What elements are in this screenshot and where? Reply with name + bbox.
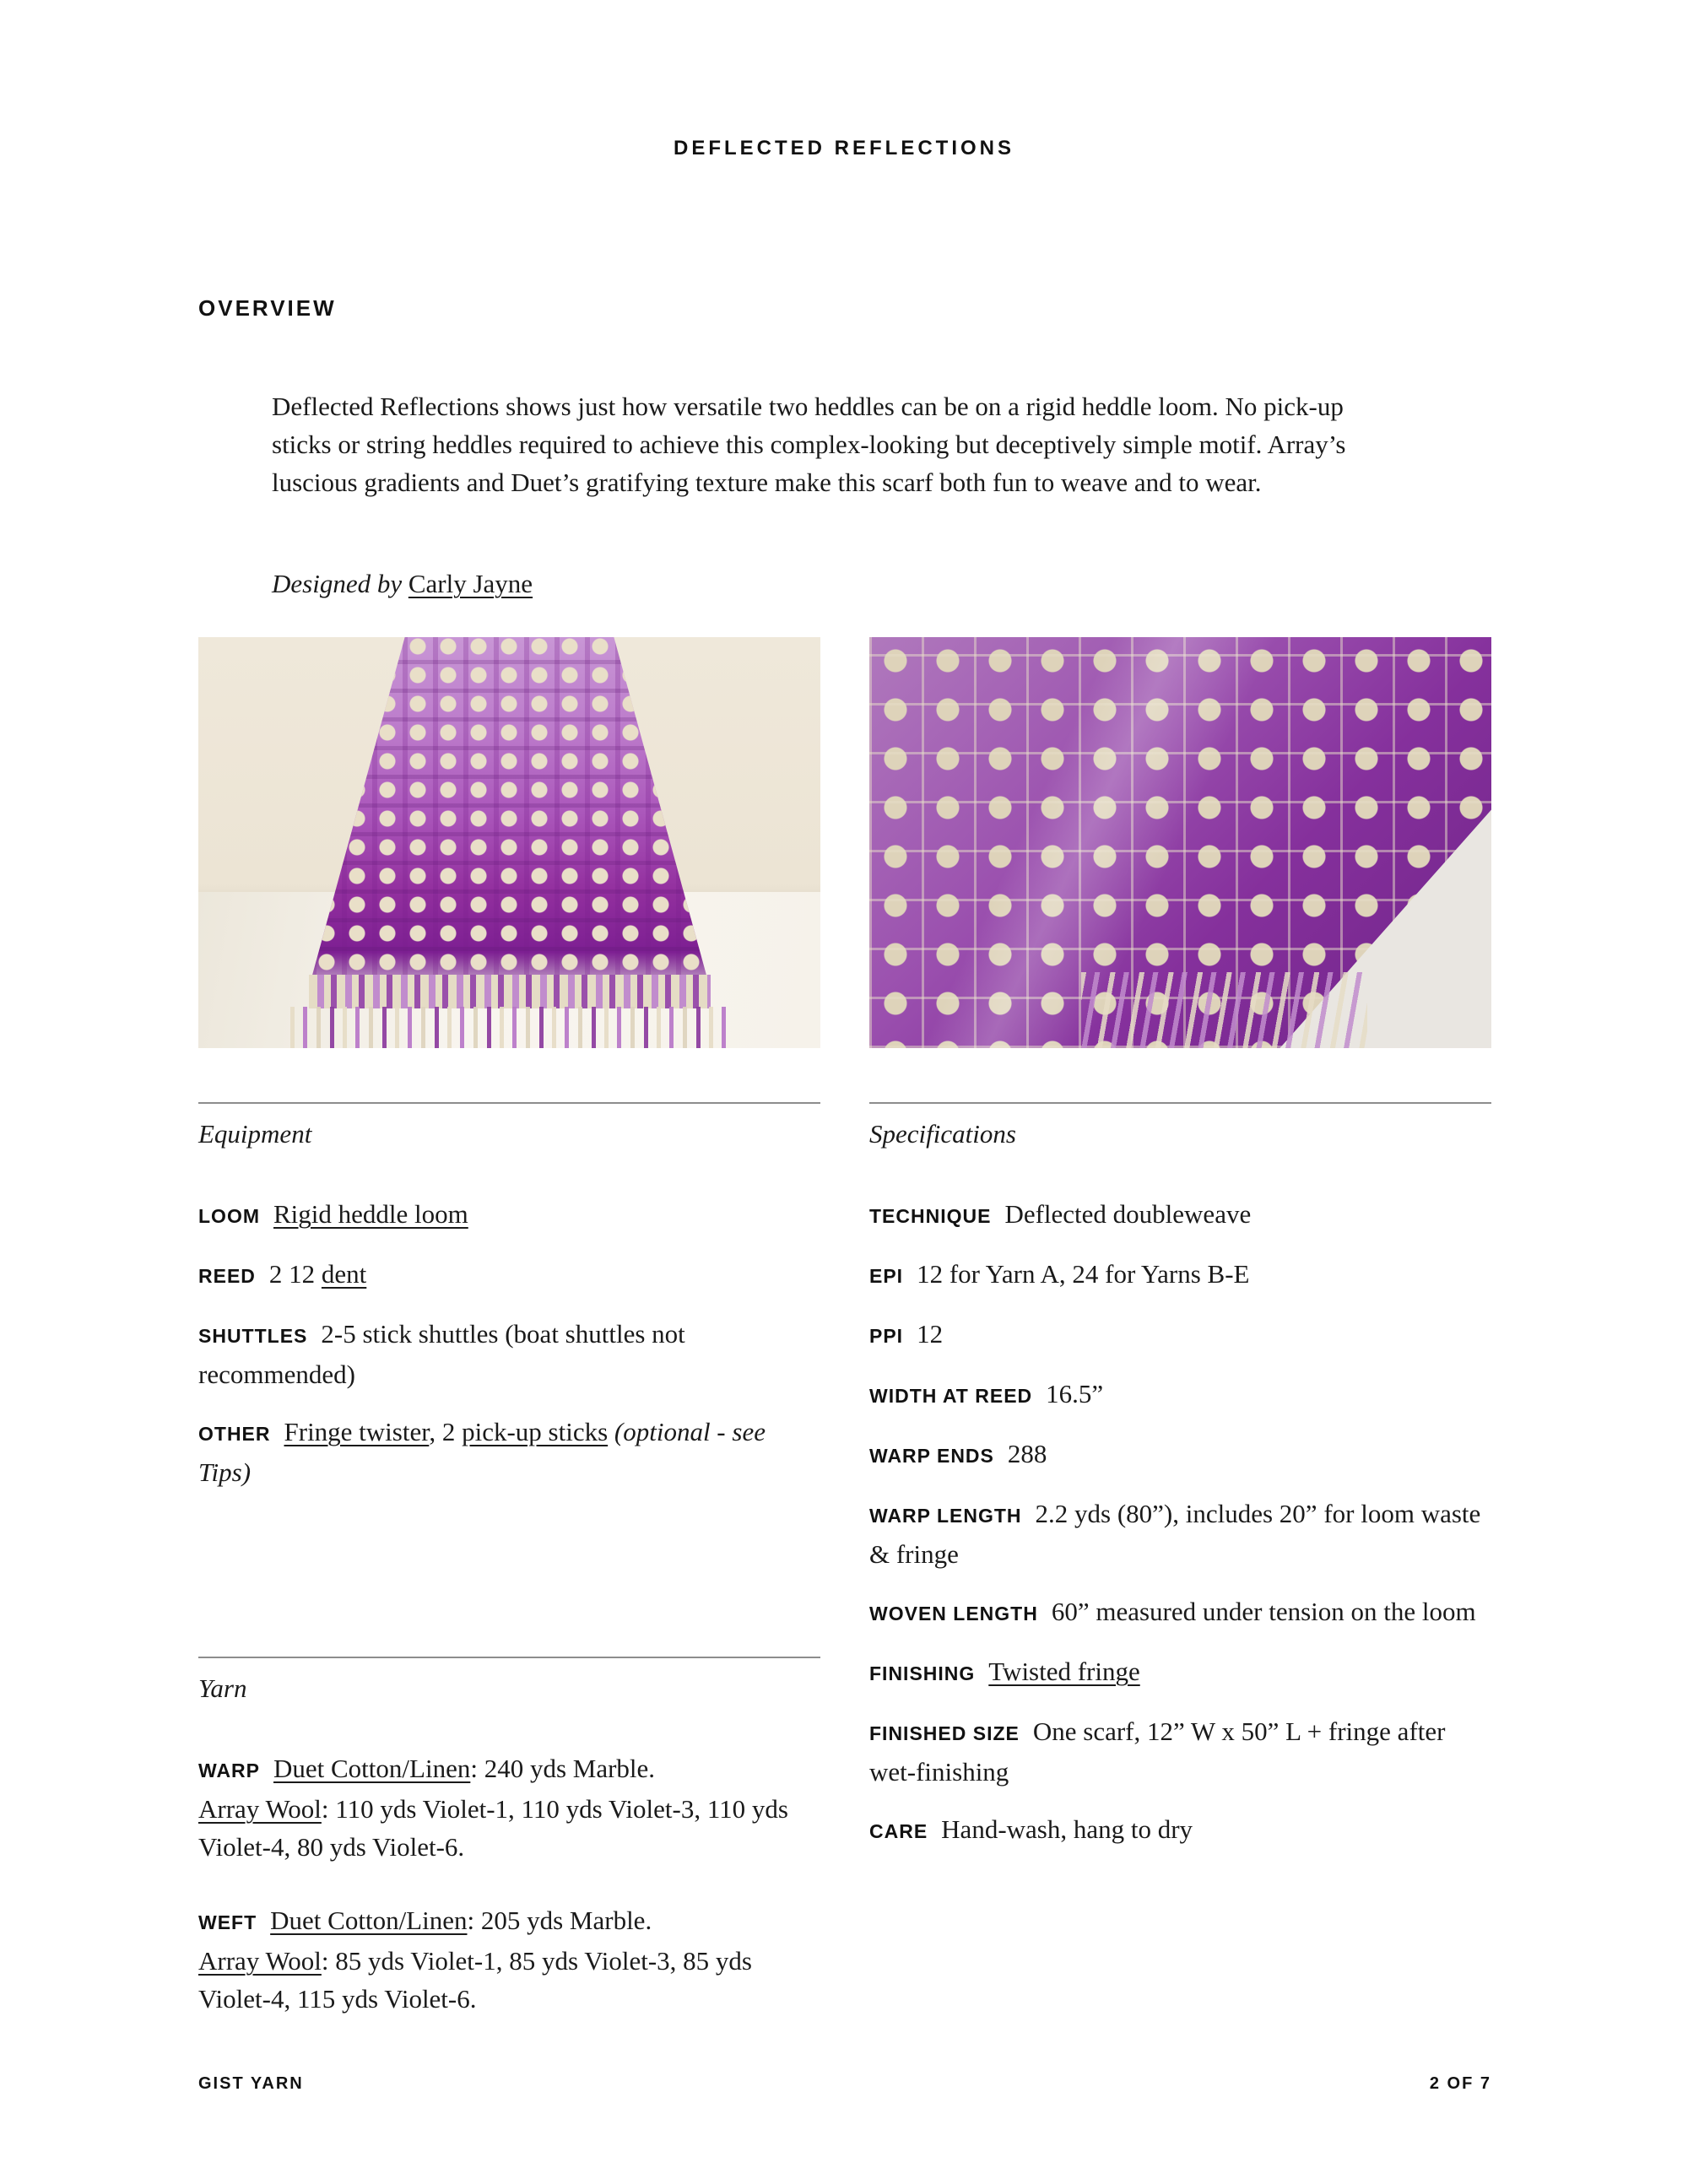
- row-label: WARP LENGTH: [869, 1505, 1022, 1527]
- row-label: WARP: [198, 1760, 260, 1781]
- row-label: WEFT: [198, 1911, 257, 1933]
- inline-link[interactable]: dent: [321, 1259, 367, 1289]
- row-label: FINISHED SIZE: [869, 1722, 1020, 1744]
- row-label: WARP ENDS: [869, 1445, 994, 1467]
- row-value: [198, 1754, 788, 1862]
- yarn-heading: Yarn: [198, 1673, 247, 1703]
- equipment-heading: Equipment: [198, 1119, 312, 1149]
- equipment-rows: [198, 1195, 820, 1491]
- detail-row: [869, 1495, 1491, 1573]
- value-text: 12: [917, 1319, 944, 1349]
- scarf-body: [311, 637, 708, 980]
- left-column: [198, 1102, 820, 2037]
- inline-link[interactable]: Duet Cotton/Linen: [270, 1906, 468, 1935]
- row-label: FINISHING: [869, 1662, 976, 1684]
- row-label: REED: [198, 1265, 256, 1287]
- overview-heading: OVERVIEW: [198, 295, 337, 321]
- inline-link[interactable]: Rigid heddle loom: [273, 1199, 468, 1229]
- overview-paragraph: Deflected Reflections shows just how versatile two heddles can be on a rigid heddle loom. No pick-up sticks or string heddles required to achieve this complex-looking but deceptively simple motif. Array’s luscious gradients and Duet’s gratifying texture make this scarf both fun to weave and to wear.: [272, 392, 1346, 497]
- inline-link[interactable]: Duet Cotton/Linen: [273, 1754, 471, 1783]
- detail-row: [869, 1435, 1491, 1475]
- inline-link[interactable]: Array Wool: [198, 1794, 322, 1824]
- italic-note: (optional - see Tips): [198, 1417, 766, 1487]
- row-value: [1008, 1439, 1047, 1468]
- row-value: [1004, 1199, 1251, 1229]
- row-value: [988, 1657, 1139, 1686]
- inline-link[interactable]: pick-up sticks: [462, 1417, 609, 1446]
- detail-row: [869, 1315, 1491, 1355]
- detail-row: [869, 1712, 1491, 1791]
- row-label: OTHER: [198, 1423, 271, 1445]
- scarf-fringe: [290, 1007, 729, 1048]
- row-label: CARE: [869, 1820, 928, 1842]
- value-text: , 2: [429, 1417, 463, 1446]
- right-column: [869, 1102, 1491, 1870]
- row-value: [1052, 1597, 1476, 1626]
- value-text: Hand-wash, hang to dry: [941, 1814, 1193, 1844]
- row-label: SHUTTLES: [198, 1325, 308, 1347]
- value-text: : 205 yds Marble.: [467, 1906, 652, 1935]
- value-text: 2-5 stick shuttles (boat shuttles not recommended): [198, 1319, 685, 1389]
- row-value: [941, 1814, 1193, 1844]
- inline-link[interactable]: Twisted fringe: [988, 1657, 1140, 1686]
- specifications-divider: [869, 1102, 1491, 1104]
- detail-row: [198, 1195, 820, 1235]
- detail-row: [869, 1652, 1491, 1693]
- designed-by-line: [272, 565, 533, 603]
- inline-link[interactable]: Fringe twister: [284, 1417, 430, 1446]
- value-text: : 240 yds Marble.: [470, 1754, 656, 1783]
- value-text: : 110 yds Violet-1, 110 yds Violet-3, 110 yds Violet-4, 80 yds Violet-6.: [198, 1794, 789, 1862]
- footer-page-number: 2 OF 7: [1429, 2074, 1491, 2093]
- detail-row: [869, 1255, 1491, 1295]
- row-value: [917, 1259, 1249, 1289]
- designed-by-prefix: Designed by: [272, 569, 403, 598]
- value-text: 2.2 yds (80”), includes 20” for loom waste & fringe: [869, 1499, 1481, 1569]
- page-title: DEFLECTED REFLECTIONS: [673, 137, 1014, 159]
- row-label: LOOM: [198, 1205, 260, 1227]
- yarn-rows: [198, 1749, 820, 2018]
- detail-row: [198, 1255, 820, 1295]
- value-text: 16.5”: [1046, 1379, 1104, 1408]
- detail-row: [869, 1195, 1491, 1235]
- row-value: [1046, 1379, 1103, 1408]
- designer-link[interactable]: Carly Jayne: [408, 569, 533, 598]
- row-value: [198, 1906, 752, 2014]
- detail-row: [198, 1413, 820, 1491]
- specification-rows: [869, 1195, 1491, 1851]
- detail-row: [869, 1810, 1491, 1851]
- value-text: Deflected doubleweave: [1004, 1199, 1252, 1229]
- row-label: WOVEN LENGTH: [869, 1603, 1038, 1624]
- value-text: 2 12: [268, 1259, 322, 1289]
- row-label: EPI: [869, 1265, 904, 1287]
- specifications-heading: Specifications: [869, 1119, 1016, 1149]
- closeup-fringe: [1081, 972, 1367, 1048]
- row-value: [269, 1259, 366, 1289]
- detail-row: [198, 1315, 820, 1393]
- photo-scarf-closeup: [869, 637, 1491, 1048]
- row-value: [198, 1417, 766, 1487]
- value-text: One scarf, 12” W x 50” L + fringe after wet-finishing: [869, 1716, 1446, 1787]
- row-value: [273, 1199, 468, 1229]
- detail-row: [869, 1375, 1491, 1415]
- detail-row: [198, 1749, 820, 1866]
- row-label: TECHNIQUE: [869, 1205, 992, 1227]
- row-label: PPI: [869, 1325, 904, 1347]
- row-label: WIDTH AT REED: [869, 1385, 1033, 1407]
- inline-link[interactable]: Array Wool: [198, 1946, 322, 1976]
- value-text: 288: [1007, 1439, 1047, 1468]
- equipment-divider: [198, 1102, 820, 1104]
- value-text: [608, 1417, 614, 1446]
- row-value: [917, 1319, 943, 1349]
- photo-scarf-standing: [198, 637, 820, 1048]
- scarf-hem: [309, 975, 711, 1008]
- value-text: 12 for Yarn A, 24 for Yarns B-E: [917, 1259, 1250, 1289]
- value-text: : 85 yds Violet-1, 85 yds Violet-3, 85 yds Violet-4, 115 yds Violet-6.: [198, 1946, 752, 2014]
- value-text: 60” measured under tension on the loom: [1051, 1597, 1476, 1626]
- footer-brand: GIST YARN: [198, 2074, 304, 2093]
- detail-row: [869, 1592, 1491, 1633]
- detail-row: [198, 1901, 820, 2018]
- yarn-divider: [198, 1657, 820, 1658]
